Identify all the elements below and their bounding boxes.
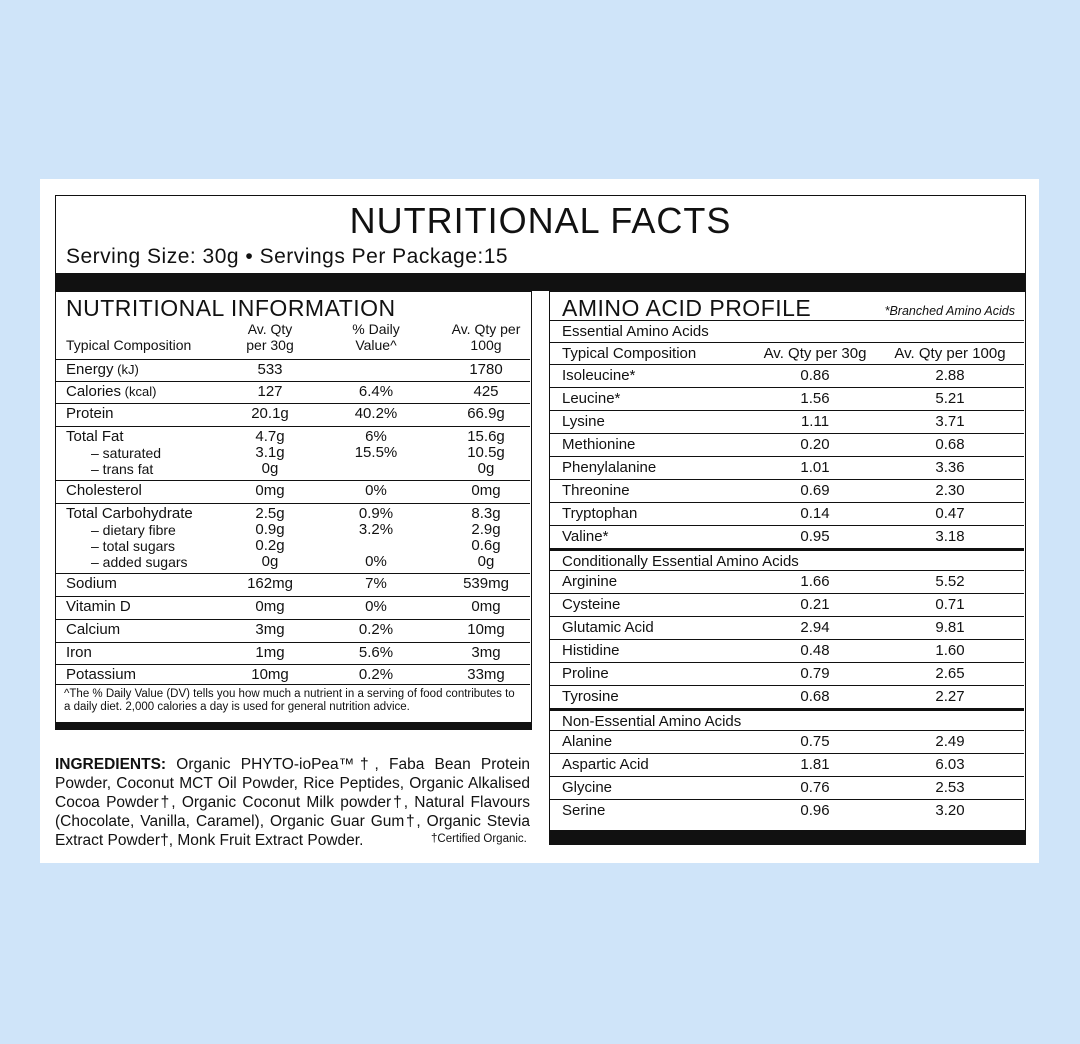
daily-value xyxy=(321,645,431,661)
unit-label: (kJ) xyxy=(113,362,139,377)
nutrient-name xyxy=(66,506,193,570)
cell-line xyxy=(321,461,431,477)
nutrition-panel-title: NUTRITIONAL INFORMATION xyxy=(66,295,396,321)
table-row xyxy=(550,479,1024,503)
cell-line: 40.2% xyxy=(354,405,398,422)
qty-per-30g: 0.86 xyxy=(800,367,830,384)
amino-name: Arginine xyxy=(562,573,618,590)
qty-per-100g xyxy=(436,645,536,661)
cell-line xyxy=(321,362,431,378)
cell-line: 1780 xyxy=(469,361,503,378)
daily-value xyxy=(321,622,431,638)
qty-per-30g: 1.56 xyxy=(800,390,830,407)
qty-per-30g xyxy=(221,622,319,638)
cell-line: Total Carbohydrate xyxy=(66,505,193,522)
cell-line: Sodium xyxy=(66,575,117,592)
cell-line: 10mg xyxy=(251,666,289,683)
qty-per-100g xyxy=(436,622,536,638)
cell-line: Cholesterol xyxy=(66,482,142,499)
cell-line: 533 xyxy=(257,361,283,378)
cell-line: 0.2% xyxy=(358,621,394,638)
cell-line: 15.6g xyxy=(467,428,505,445)
nutritional-information-panel xyxy=(55,291,532,730)
cell-line: 0% xyxy=(365,482,387,499)
amino-panel-title: AMINO ACID PROFILE xyxy=(562,295,812,321)
nutrient-name xyxy=(66,429,161,477)
daily-value xyxy=(321,384,431,400)
nutrition-label-card xyxy=(40,179,1039,863)
qty-per-30g: 0.96 xyxy=(800,802,830,819)
amino-name: Leucine* xyxy=(562,390,621,407)
nutrient-name xyxy=(66,667,136,683)
table-row xyxy=(550,730,1024,754)
qty-per-30g: 1.01 xyxy=(800,459,830,476)
cell-line: 4.7g xyxy=(255,428,285,445)
table-row xyxy=(550,685,1024,709)
amino-acid-panel xyxy=(549,291,1026,832)
amino-name: Valine* xyxy=(562,528,609,545)
nutrient-name xyxy=(66,406,114,422)
amino-name: Proline xyxy=(562,665,609,682)
qty-per-100g xyxy=(436,576,536,592)
qty-per-100g: 0.68 xyxy=(935,436,965,453)
cell-line: 6% xyxy=(365,428,387,445)
cell-line: 0.2% xyxy=(358,666,394,683)
cell-line: 2.5g xyxy=(255,505,285,522)
nutrient-name xyxy=(66,576,117,592)
amino-name: Glutamic Acid xyxy=(562,619,654,636)
qty-per-100g: 3.71 xyxy=(935,413,965,430)
qty-per-30g xyxy=(221,645,319,661)
qty-per-30g xyxy=(221,667,319,683)
unit-label: (kcal) xyxy=(121,384,157,399)
qty-per-100g: 2.30 xyxy=(935,482,965,499)
cell-line: 3.1g xyxy=(255,444,285,461)
col-header-daily-value: % Daily Value^ xyxy=(352,321,400,353)
table-row xyxy=(550,593,1024,617)
cell-line: 15.5% xyxy=(354,444,398,461)
table-row xyxy=(56,619,530,643)
amino-name: Typical Composition xyxy=(562,345,697,362)
daily-value xyxy=(321,506,431,570)
cell-line: Potassium xyxy=(66,666,137,683)
qty-per-100g: 3.36 xyxy=(935,459,965,476)
table-row xyxy=(550,662,1024,686)
qty-per-30g: 0.20 xyxy=(800,436,830,453)
qty-per-30g xyxy=(221,599,319,615)
cell-line: 0.9g xyxy=(255,521,285,538)
qty-per-100g: 5.52 xyxy=(935,573,965,590)
table-row xyxy=(56,573,530,597)
cell-line: 425 xyxy=(473,383,499,400)
ingredients-label: INGREDIENTS: xyxy=(55,756,167,773)
cell-line: – added sugars xyxy=(91,554,188,570)
section-heading-label: Non-Essential Amino Acids xyxy=(562,713,742,730)
table-row xyxy=(56,642,530,665)
cell-line: 3.2% xyxy=(358,521,394,538)
table-row xyxy=(550,433,1024,457)
branched-amino-note: *Branched Amino Acids xyxy=(884,304,1015,318)
cell-line: 0mg xyxy=(255,482,285,499)
table-row xyxy=(550,364,1024,388)
qty-per-100g: 2.65 xyxy=(935,665,965,682)
qty-per-30g xyxy=(221,576,319,592)
qty-per-30g: Av. Qty per 30g xyxy=(763,345,867,362)
qty-per-30g: 2.94 xyxy=(800,619,830,636)
nutrition-bottom-bar xyxy=(55,722,532,730)
qty-per-100g xyxy=(436,429,536,477)
table-row xyxy=(550,570,1024,594)
amino-bottom-bar xyxy=(549,830,1026,845)
cell-line: 0.2g xyxy=(255,537,285,554)
cell-line: 0g xyxy=(477,553,495,570)
table-row xyxy=(550,387,1024,411)
table-row xyxy=(550,753,1024,777)
amino-column-headers xyxy=(550,342,1024,365)
qty-per-30g: 1.66 xyxy=(800,573,830,590)
cell-line: 8.3g xyxy=(471,505,501,522)
qty-per-100g xyxy=(436,506,536,570)
amino-name: Tyrosine xyxy=(562,688,619,705)
cell-line: 0% xyxy=(365,598,387,615)
qty-per-30g: 0.76 xyxy=(800,779,830,796)
cell-line: Calcium xyxy=(66,621,121,638)
page-title: NUTRITIONAL FACTS xyxy=(349,200,732,241)
cell-line: 2.9g xyxy=(471,521,501,538)
table-row xyxy=(550,456,1024,480)
ingredients-list: Organic PHYTO-ioPea™†, Faba Bean Protein Powder, Coconut MCT Oil Powder, Rice Peptides, Organic Alkalised Cocoa Powder†, Organic Coconut Milk powder†, Natural Flavours (Chocolate, Vanilla, Caramel), Organic Guar Gum†, Organic Stevia Extract Powder†, Monk Fruit Extract Powder. xyxy=(55,756,531,849)
qty-per-30g: 0.79 xyxy=(800,665,830,682)
col-header-composition: Typical Composition xyxy=(66,337,192,353)
daily-value xyxy=(321,667,431,683)
nutrient-name xyxy=(66,483,142,499)
cell-line: 0.6g xyxy=(471,537,501,554)
cell-line: 20.1g xyxy=(251,405,289,422)
cell-line: 6.4% xyxy=(358,383,394,400)
table-row xyxy=(550,616,1024,640)
header-divider-bar xyxy=(55,273,1026,291)
qty-per-30g: 1.81 xyxy=(800,756,830,773)
table-row xyxy=(56,596,530,620)
qty-per-30g xyxy=(221,406,319,422)
qty-per-30g xyxy=(221,506,319,570)
table-row xyxy=(550,525,1024,549)
qty-per-100g xyxy=(436,384,536,400)
table-row xyxy=(550,410,1024,434)
table-row xyxy=(56,480,530,504)
cell-line: – saturated xyxy=(91,445,162,461)
amino-name: Cysteine xyxy=(562,596,621,613)
cell-line: 3mg xyxy=(471,644,501,661)
amino-name: Methionine xyxy=(562,436,636,453)
qty-per-100g xyxy=(436,362,536,378)
daily-value xyxy=(321,429,431,477)
cell-line: 1mg xyxy=(255,644,285,661)
cell-line: Protein xyxy=(66,405,114,422)
table-row xyxy=(550,776,1024,800)
col-header-per100: Av. Qty per 100g xyxy=(451,321,521,353)
facts-header xyxy=(55,195,1026,273)
daily-value xyxy=(321,483,431,499)
qty-per-100g: 6.03 xyxy=(935,756,965,773)
amino-name: Glycine xyxy=(562,779,613,796)
nutrient-name xyxy=(66,645,92,661)
qty-per-100g: 2.49 xyxy=(935,733,965,750)
qty-per-30g: 0.14 xyxy=(800,505,830,522)
amino-name: Tryptophan xyxy=(562,505,638,522)
qty-per-100g xyxy=(436,406,536,422)
amino-name: Serine xyxy=(562,802,606,819)
nutrient-name xyxy=(66,622,120,638)
qty-per-100g: 2.53 xyxy=(935,779,965,796)
qty-per-100g: 3.18 xyxy=(935,528,965,545)
qty-per-100g xyxy=(436,483,536,499)
table-row xyxy=(56,664,530,685)
qty-per-30g: 0.95 xyxy=(800,528,830,545)
qty-per-30g xyxy=(221,483,319,499)
qty-per-30g: 0.68 xyxy=(800,688,830,705)
table-row xyxy=(56,403,530,427)
qty-per-30g: 1.11 xyxy=(800,413,830,430)
daily-value xyxy=(321,576,431,592)
nutrient-name xyxy=(66,384,156,400)
cell-line: 33mg xyxy=(467,666,505,683)
amino-name: Histidine xyxy=(562,642,620,659)
section-heading-label: Conditionally Essential Amino Acids xyxy=(562,553,799,570)
qty-per-100g: 9.81 xyxy=(935,619,965,636)
qty-per-100g: Av. Qty per 100g xyxy=(894,345,1006,362)
cell-line: 10.5g xyxy=(467,444,505,461)
amino-name: Alanine xyxy=(562,733,613,750)
certified-organic-note: †Certified Organic. xyxy=(431,833,527,845)
essential-heading xyxy=(550,320,1024,343)
table-row xyxy=(56,503,530,574)
cell-line: 0mg xyxy=(471,598,501,615)
qty-per-100g: 2.88 xyxy=(935,367,965,384)
qty-per-30g xyxy=(221,362,319,378)
cell-line: 0% xyxy=(365,553,387,570)
cell-line: 0.9% xyxy=(358,505,394,522)
cell-line: – total sugars xyxy=(91,538,176,554)
cell-line: 0g xyxy=(261,553,279,570)
amino-name: Isoleucine* xyxy=(562,367,636,384)
qty-per-100g: 2.27 xyxy=(935,688,965,705)
table-row xyxy=(550,799,1024,823)
daily-value xyxy=(321,362,431,378)
cell-line: 0mg xyxy=(255,598,285,615)
cell-line: – trans fat xyxy=(91,461,154,477)
serving-info: Serving Size: 30g • Servings Per Package:15 xyxy=(66,245,509,268)
daily-value-footnote: ^The % Daily Value (DV) tells you how much a nutrient in a serving of food contributes to a daily diet. 2,000 calories a day is used for general nutrition advice. xyxy=(56,684,530,717)
section-heading-label: Essential Amino Acids xyxy=(562,323,709,340)
qty-per-30g xyxy=(221,384,319,400)
cell-line: – dietary fibre xyxy=(91,522,176,538)
nutrient-name xyxy=(66,362,139,378)
table-row xyxy=(56,359,530,382)
table-row xyxy=(550,502,1024,526)
cell-line: 0mg xyxy=(471,482,501,499)
cell-line: 162mg xyxy=(247,575,293,592)
qty-per-100g xyxy=(436,667,536,683)
qty-per-100g: 0.47 xyxy=(935,505,965,522)
qty-per-30g: 0.69 xyxy=(800,482,830,499)
cell-line: Calories (kcal) xyxy=(66,383,157,400)
qty-per-100g: 0.71 xyxy=(935,596,965,613)
cell-line: Energy (kJ) xyxy=(66,361,139,378)
cell-line: 3mg xyxy=(255,621,285,638)
table-row xyxy=(550,639,1024,663)
qty-per-30g: 0.75 xyxy=(800,733,830,750)
cell-line: Iron xyxy=(66,644,92,661)
amino-name: Lysine xyxy=(562,413,605,430)
qty-per-100g: 1.60 xyxy=(935,642,965,659)
qty-per-100g: 5.21 xyxy=(935,390,965,407)
qty-per-100g xyxy=(436,599,536,615)
amino-name: Phenylalanine xyxy=(562,459,657,476)
qty-per-30g: 0.48 xyxy=(800,642,830,659)
cell-line: Total Fat xyxy=(66,428,124,445)
cell-line: 127 xyxy=(257,383,283,400)
cell-line: 0g xyxy=(477,460,495,477)
daily-value xyxy=(321,599,431,615)
nutrient-name xyxy=(66,599,131,615)
qty-per-30g xyxy=(221,429,319,477)
cell-line: 10mg xyxy=(467,621,505,638)
cell-line: 539mg xyxy=(463,575,509,592)
cell-line: 5.6% xyxy=(358,644,394,661)
cell-line: Vitamin D xyxy=(66,598,131,615)
amino-name: Threonine xyxy=(562,482,630,499)
cell-line: 66.9g xyxy=(467,405,505,422)
table-row xyxy=(56,381,530,404)
col-header-per30: Av. Qty per 30g xyxy=(246,321,294,353)
cell-line xyxy=(321,538,431,554)
cell-line: 7% xyxy=(365,575,387,592)
qty-per-100g: 3.20 xyxy=(935,802,965,819)
amino-name: Aspartic Acid xyxy=(562,756,649,773)
cell-line: 0g xyxy=(261,460,279,477)
table-row xyxy=(56,426,530,481)
daily-value xyxy=(321,406,431,422)
qty-per-30g: 0.21 xyxy=(800,596,830,613)
